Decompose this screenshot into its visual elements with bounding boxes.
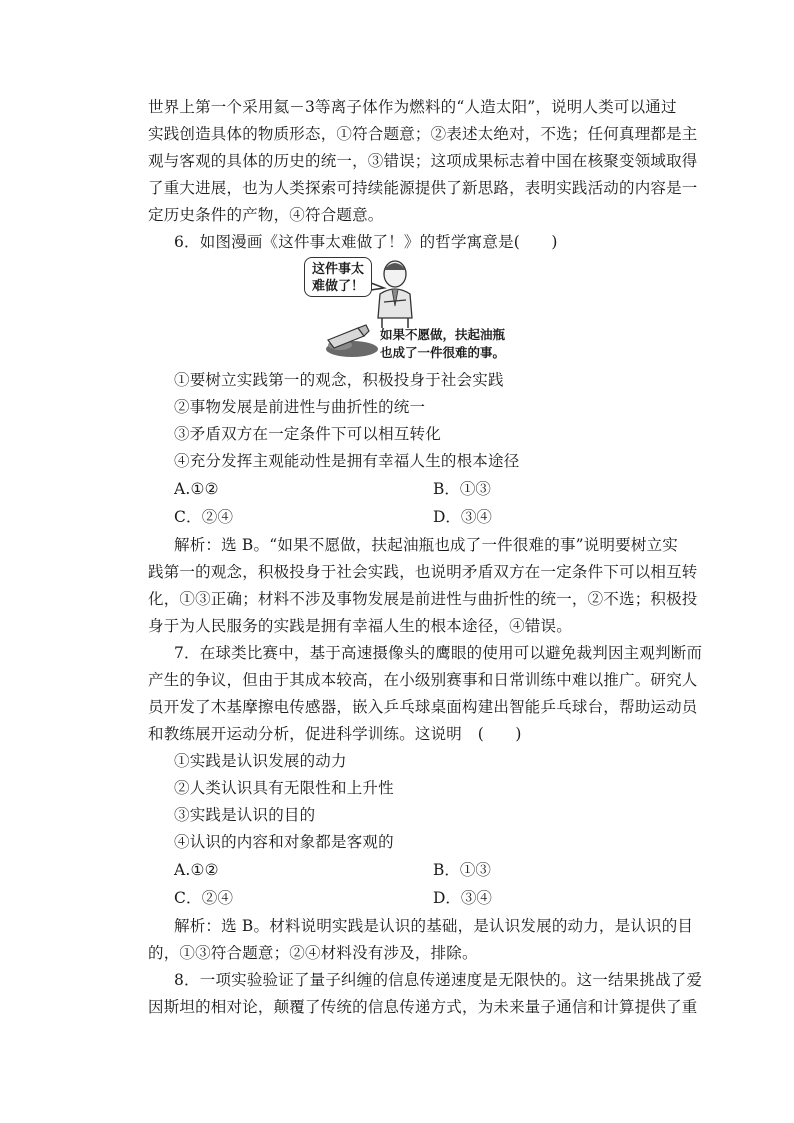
question-7-stem: 和教练展开运动分析，促进科学训练。这说明 ( ) (148, 725, 522, 743)
q7-analysis-line: 的，①③符合题意；②④材料没有涉及，排除。 (148, 944, 478, 962)
person-figure (378, 261, 412, 328)
analysis-line: 了重大进展，也为人类探索可持续能源提供了新思路，表明实践活动的内容是一 (148, 179, 698, 197)
caption-text: 如果不愿做，扶起油瓶 (380, 327, 506, 342)
analysis-line: 定历史条件的产物，④符合题意。 (148, 206, 384, 224)
q6-statement-4: ④充分发挥主观能动性是拥有幸福人生的根本途径 (174, 452, 520, 470)
analysis-line: 世界上第一个采用氦－3等离子体作为燃料的“人造太阳”，说明人类可以通过 (148, 98, 677, 116)
q6-option-a: A.①② (174, 480, 219, 498)
analysis-line: 观与客观的具体的历史的统一，③错误；这项成果标志着中国在核聚变领域取得 (148, 152, 698, 170)
q6-option-b: B．①③ (433, 480, 491, 498)
q7-option-c: C．②④ (174, 889, 234, 907)
q6-analysis-line: 化，①③正确；材料不涉及事物发展是前进性与曲折性的统一，②不选；积极投 (148, 590, 698, 608)
bubble-text: 难做了！ (311, 279, 364, 294)
q7-option-b: B．①③ (433, 861, 491, 879)
q7-statement-1: ①实践是认识发展的动力 (174, 752, 347, 770)
cartoon-illustration (0, 0, 794, 380)
analysis-line: 实践创造具体的物质形态，①符合题意；②表述太绝对，不选；任何真理都是主 (148, 125, 698, 143)
question-8-stem: 因斯坦的相对论，颠覆了传统的信息传递方式，为未来量子通信和计算提供了重 (148, 998, 698, 1016)
q7-statement-3: ③实践是认识的目的 (174, 806, 316, 824)
question-7-stem: 员开发了木基摩擦电传感器，嵌入乒乓球桌面构建出智能乒乓球台，帮助运动员 (148, 698, 698, 716)
q7-analysis-line: 解析：选 B。材料说明实践是认识的基础，是认识发展的动力，是认识的目 (174, 917, 694, 935)
cartoon-caption (380, 326, 505, 362)
q6-statement-2: ②事物发展是前进性与曲折性的统一 (174, 398, 426, 416)
q7-statement-4: ④认识的内容和对象都是客观的 (174, 833, 394, 851)
q6-analysis-line: 身于为人民服务的实践是拥有幸福人生的根本途径，④错误。 (148, 617, 572, 635)
question-6-stem: 6．如图漫画《这件事太难做了！》的哲学寓意是( ) (174, 233, 558, 251)
q6-statement-3: ③矛盾双方在一定条件下可以相互转化 (174, 425, 441, 443)
question-8-stem: 8．一项实验验证了量子纠缠的信息传递速度是无限快的。这一结果挑战了爱 (174, 971, 703, 989)
speech-bubble (304, 257, 372, 297)
q7-statement-2: ②人类认识具有无限性和上升性 (174, 779, 394, 797)
q6-option-c: C．②④ (174, 508, 234, 526)
question-7-stem: 7．在球类比赛中，基于高速摄像头的鹰眼的使用可以避免裁判因主观判断而 (174, 644, 703, 662)
fallen-oil-bottle (326, 325, 378, 357)
bubble-text: 这件事太 (311, 262, 364, 277)
q7-option-d: D．③④ (433, 889, 492, 907)
q6-analysis-line: 践第一的观念，积极投身于社会实践，也说明矛盾双方在一定条件下可以相互转 (148, 563, 698, 581)
q6-statement-1: ①要树立实践第一的观念，积极投身于社会实践 (174, 371, 504, 389)
question-7-stem: 产生的争议，但由于其成本较高，在小级别赛事和日常训练中难以推广。研究人 (148, 671, 698, 689)
q6-option-d: D．③④ (433, 508, 492, 526)
bubble-tail (371, 283, 384, 290)
q7-option-a: A.①② (174, 861, 219, 879)
q6-analysis-line: 解析：选 B。“如果不愿做，扶起油瓶也成了一件很难的事”说明要树立实 (174, 536, 678, 554)
caption-text: 也成了一件很难的事。 (380, 345, 506, 360)
